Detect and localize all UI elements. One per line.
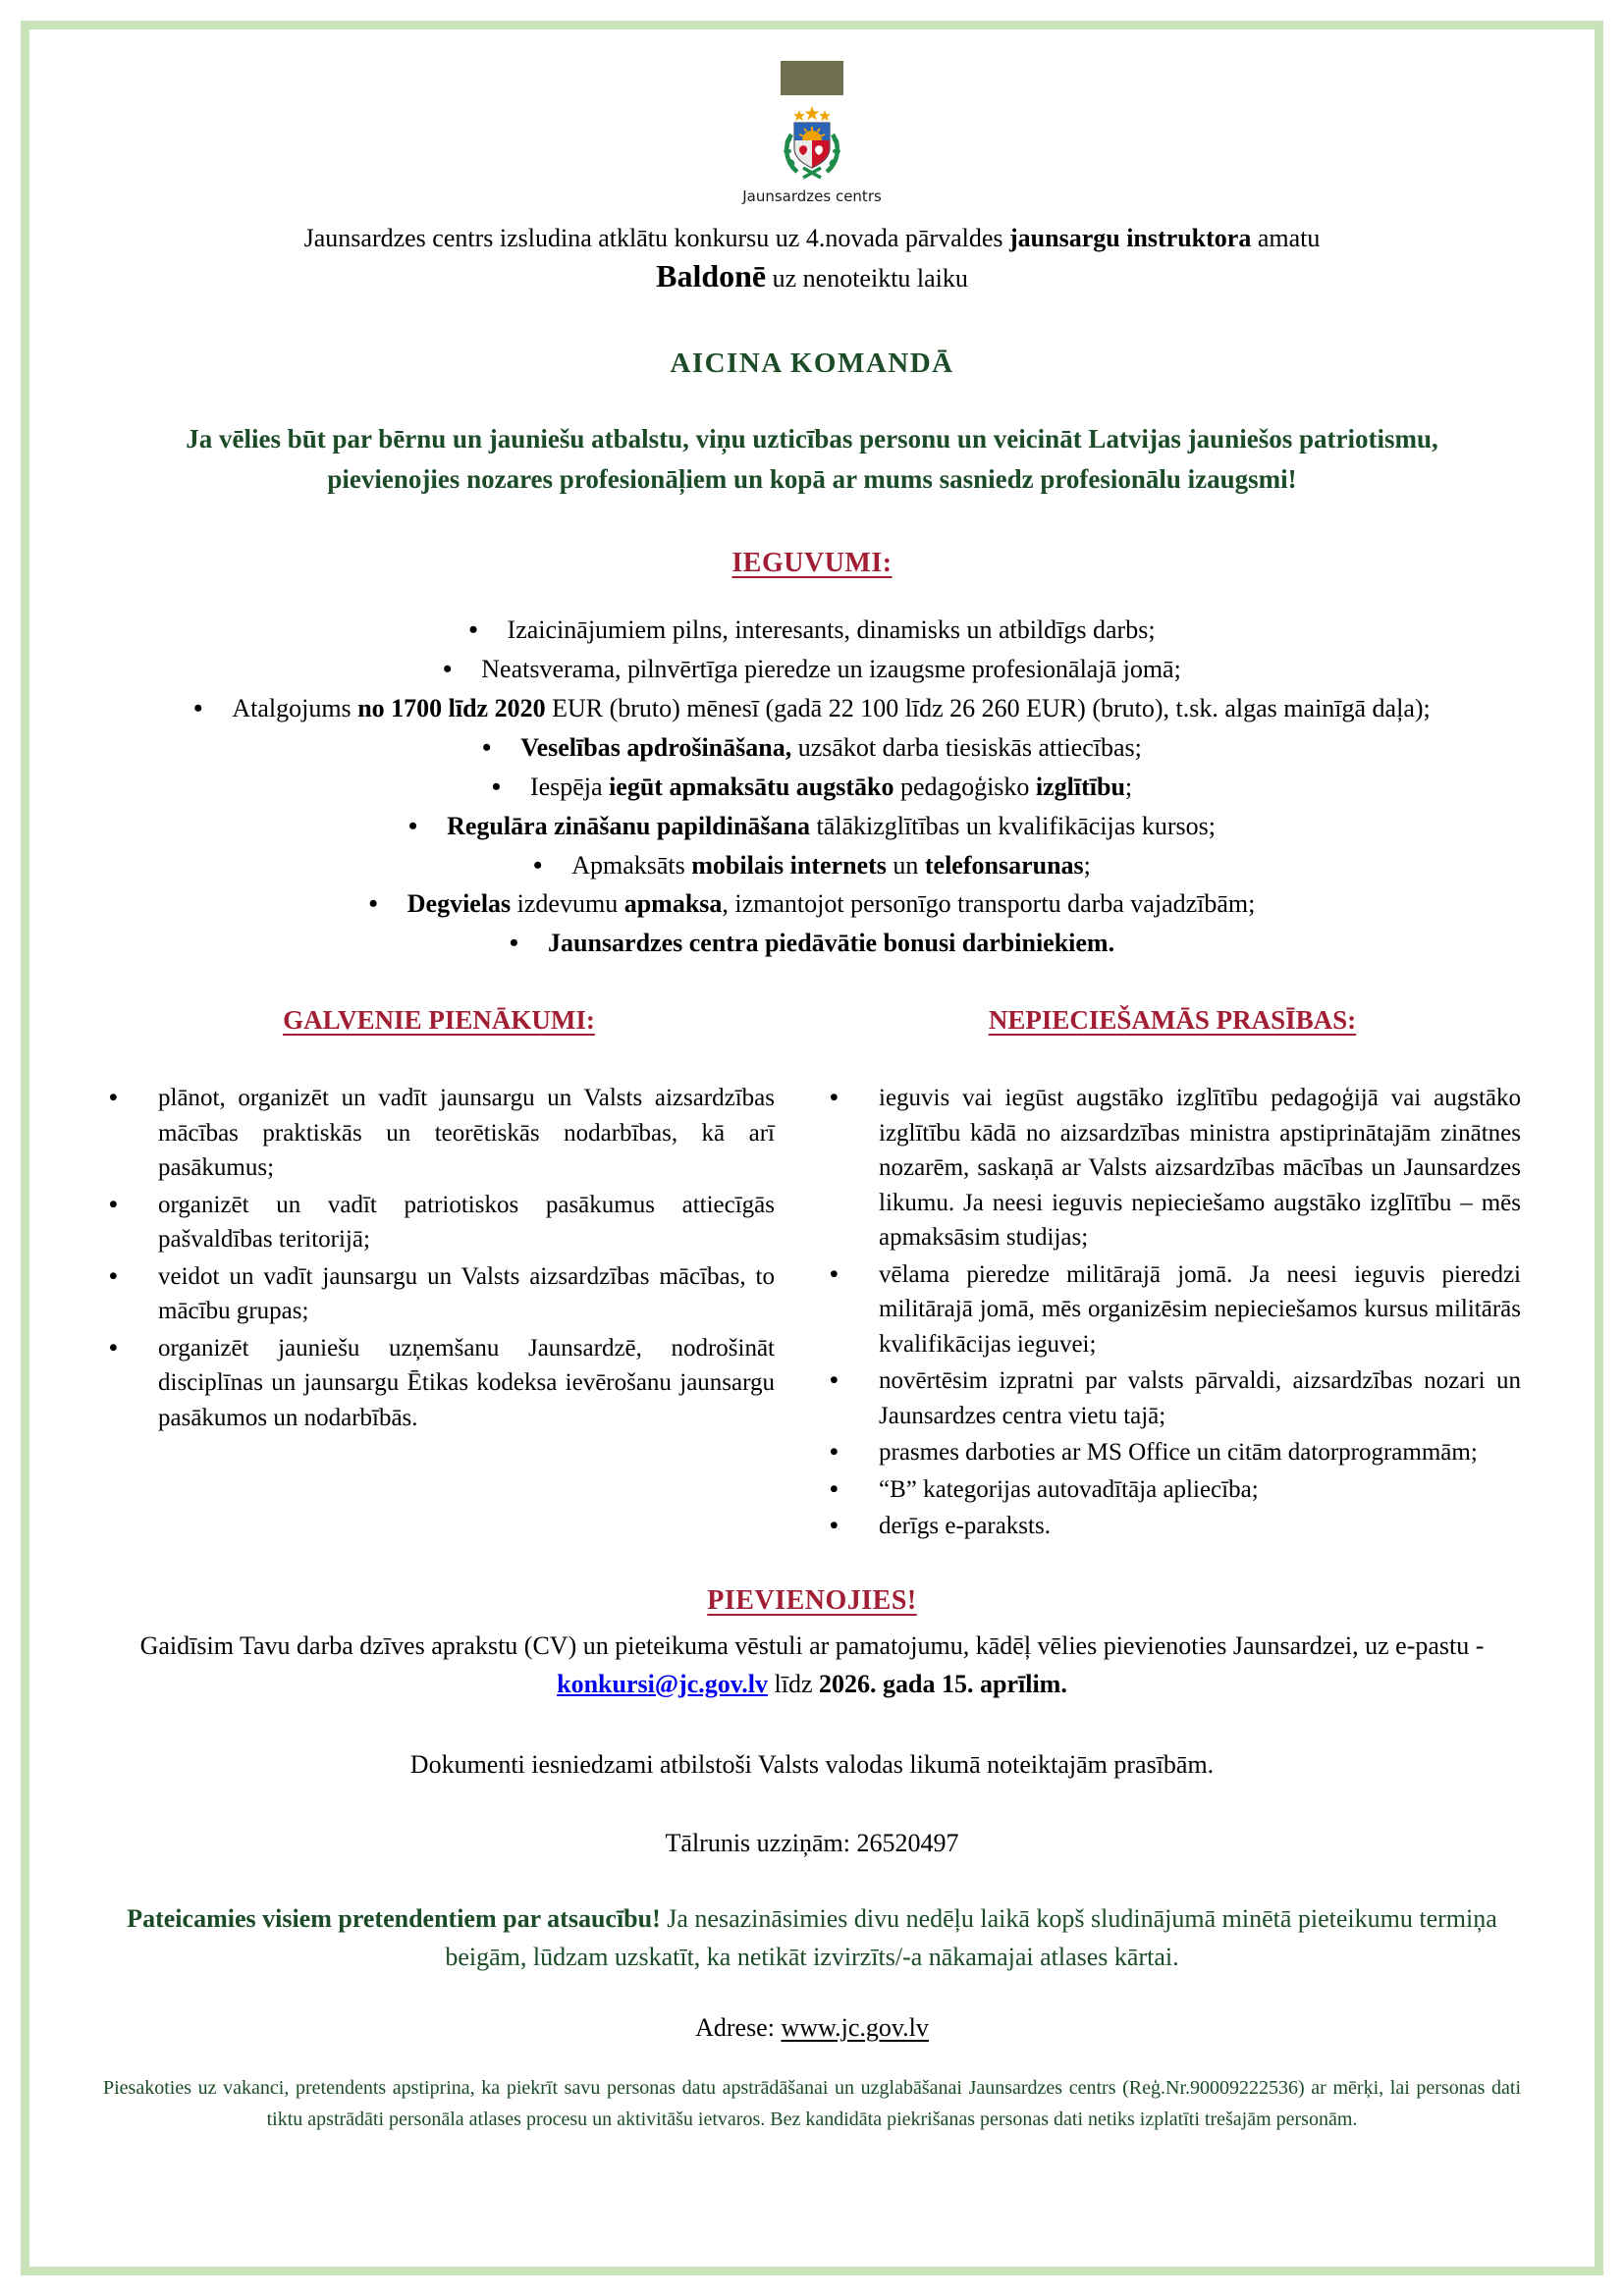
text-segment: līdz [768,1669,820,1698]
benefits-heading: IEGUVUMI: [731,548,893,579]
text-segment: izglītību [1035,772,1125,801]
phone-line: Tālrunis uzziņām: 26520497 [665,1828,959,1857]
duty-item-4-text: organizēt jauniešu uzņemšanu Jaunsardzē, nodrošināt disciplīnas un jaunsargu Ētikas kodeksa ievērošanu jaunsargu pasākumos un nodarbībās. [158,1334,775,1431]
latvia-coat-of-arms-icon [782,105,842,184]
text-segment: Gaidīsim Tavu darba dzīves aprakstu (CV) un pieteikuma vēstuli ar pamatojumu, kādēļ vēlies pievienoties Jaunsardzei, uz e-pastu - [139,1630,1485,1660]
duties-heading: GALVENIE PIENĀKUMI: [283,1005,595,1036]
requirement-item-5-text: “B” kategorijas autovadītāja apliecība; [879,1475,1259,1503]
benefit-item-4 [103,730,1521,767]
duty-item-1 [103,1081,775,1186]
bullet-icon: • [109,1334,118,1362]
text-segment: telefonsarunas [924,850,1084,880]
text-segment: Jaunsardzes centrs izsludina atklātu konkursu uz 4.novada pārvaldes [303,224,1010,252]
duties-requirements-columns [103,1005,1521,1544]
page-content [59,29,1565,2267]
text-segment: Ja nesazināsimies divu nedēļu laikā kopš sludinājumā minētā pieteikumu termiņa beigām, lūdzam uzskatīt, ka netikāt izvirzīts/-a nākamajai atlases kārtai. [445,1903,1497,1971]
text-segment: Atalgojums [232,693,358,722]
intro-line-2 [103,258,1521,294]
documents-note: Dokumenti iesniedzami atbilstoši Valsts valodas likumā noteiktajām prasībām. [409,1749,1215,1779]
bullet-icon: • [830,1085,839,1112]
logo-olive-rectangle [781,61,843,95]
requirements-column [812,1005,1521,1544]
requirement-item-2 [824,1257,1521,1362]
email-link[interactable]: konkursi@jc.gov.lv [557,1669,769,1698]
bullet-icon: • [830,1439,839,1467]
benefits-list [103,613,1521,962]
team-heading: AICINA KOMANDĀ [670,347,954,380]
text-segment: Adrese: [695,2012,782,2042]
requirement-item-3 [824,1363,1521,1433]
text-segment: Apmaksāts [571,850,692,880]
benefit-item-3 [103,691,1521,727]
requirement-item-5 [824,1472,1521,1508]
text-segment: iegūt apmaksātu augstāko [609,772,894,801]
text-segment: ; [1083,850,1091,880]
bullet-icon: • [830,1475,839,1503]
text-segment: ; [1124,772,1133,801]
text-segment: izdevumu [511,889,624,919]
text-segment: 2026. gada 15. aprīlim. [819,1669,1067,1698]
text-segment: Pateicamies visiem pretendentiem par atsaucību! [127,1903,661,1933]
text-segment: EUR (bruto) mēnesī (gadā 22 100 līdz 26 260 EUR) (bruto), t.sk. algas mainīgā daļa); [545,693,1431,722]
term-text: uz nenoteiktu laiku [766,264,968,294]
location-name: Baldonē [656,258,767,294]
text-segment: Izaicinājumiem pilns, interesants, dinamisks un atbildīgs darbs; [507,615,1156,645]
text-segment: no 1700 līdz 2020 [357,693,546,722]
requirement-item-3-text: novērtēsim izpratni par valsts pārvaldi, aizsardzības nozari un Jaunsardzes centra vietu tajā; [879,1367,1521,1429]
benefit-item-5 [103,770,1521,806]
logo-label: Jaunsardzes centrs [742,187,882,205]
benefit-item-8 [103,886,1521,923]
text-segment: amatu [1251,224,1321,252]
requirement-item-2-text: vēlama pieredze militārajā jomā. Ja neesi ieguvis pieredzi militārajā jomā, mēs organizēsim nepieciešamos kursus militārās kvalifikācijas ieguvei; [879,1260,1521,1358]
benefit-item-9 [103,926,1521,962]
duty-item-3-text: veidot un vadīt jaunsargu un Valsts aizsardzības mācības, to mācību grupas; [158,1262,775,1325]
requirement-item-6-text: derīgs e-paraksts. [879,1513,1051,1540]
logo-block [103,61,1521,205]
duty-item-2-text: organizēt un vadīt patriotiskos pasākumus attiecīgās pašvaldības teritorijā; [158,1191,775,1254]
text-segment: mobilais internets [691,850,887,880]
requirement-item-4 [824,1435,1521,1470]
duty-item-1-text: plānot, organizēt un vadīt jaunsargu un Valsts aizsardzības mācības praktiskās un teorētiskās nodarbības, kā arī pasākumus; [158,1085,775,1182]
text-segment: un [886,850,925,880]
website-link[interactable]: www.jc.gov.lv [781,2012,929,2042]
duty-item-3 [103,1259,775,1329]
privacy-note: Piesakoties uz vakanci, pretendents apstiprina, ka piekrīt savu personas datu apstrādāšanai un uzglabāšanai Jaunsardzes centrs (Reģ.Nr.90009222536) ar mērķi, lai personas dati tiktu apstrādāti personāla atlases procesu un aktivitāšu ietvaros. Bez kandidāta piekrišanas personas dati netiks izplatīti trešajām personām. [103,2076,1521,2130]
text-segment: Veselības apdrošināšana, [520,732,792,762]
benefit-item-1 [103,613,1521,649]
text-segment: jaunsargu instruktora [1009,224,1252,252]
text-segment: pedagoģisko [893,772,1036,801]
benefit-item-6 [103,809,1521,845]
requirements-list [824,1081,1521,1544]
requirements-heading: NEPIECIEŠAMĀS PRASĪBAS: [988,1005,1357,1036]
benefit-item-2 [103,652,1521,688]
thanks-text [125,1899,1500,1976]
intro-line-1 [103,221,1521,255]
requirement-item-6 [824,1509,1521,1544]
text-segment: uzsākot darba tiesiskās attiecības; [791,732,1142,762]
text-segment: tālākizglītības un kvalifikācijas kursos; [809,811,1217,840]
bullet-icon: • [830,1260,839,1288]
bullet-icon: • [109,1191,118,1218]
address-line [103,2013,1521,2043]
text-segment: Jaunsardzes centra piedāvātie bonusi darbiniekiem. [548,929,1115,958]
join-heading: PIEVIENOJIES! [707,1584,917,1616]
text-segment: Neatsverama, pilnvērtīga pieredze un izaugsme profesionālajā jomā; [481,655,1181,683]
pitch-text: Ja vēlies būt par bērnu un jauniešu atbalstu, viņu uzticības personu un veicināt Latvijas jauniešos patriotismu, pievienojies nozares profesionāļiem un kopā ar mums sasniedz profesionālu izaugsmi! [186,424,1438,494]
bullet-icon: • [109,1262,118,1290]
apply-text [132,1627,1492,1703]
text-segment: apmaksa [623,889,723,919]
requirement-item-1-text: ieguvis vai iegūst augstāko izglītību pedagoģijā vai augstāko izglītību kādā no aizsardzības ministra apstiprinātajām zinātnes nozarēm, saskaņā ar Valsts aizsardzības mācības un Jaunsardzes likumu. Ja neesi ieguvis nepieciešamo augstāko izglītību – mēs apmaksāsim studijas; [879,1085,1521,1252]
duties-list [103,1081,775,1435]
duties-column [103,1005,812,1544]
page-border-frame [21,21,1603,2275]
benefit-item-7 [103,848,1521,884]
bullet-icon: • [830,1513,839,1540]
requirement-item-4-text: prasmes darboties ar MS Office un citām datorprogrammām; [879,1439,1478,1467]
bullet-icon: • [830,1367,839,1395]
requirement-item-1 [824,1081,1521,1255]
text-segment: , izmantojot personīgo transportu darba vajadzībām; [722,889,1256,919]
text-segment: Regulāra zināšanu papildināšana [447,811,810,840]
text-segment: Degvielas [406,889,512,919]
duty-item-2 [103,1188,775,1257]
duty-item-4 [103,1331,775,1436]
text-segment: Iespēja [529,772,610,801]
bullet-icon: • [109,1085,118,1112]
